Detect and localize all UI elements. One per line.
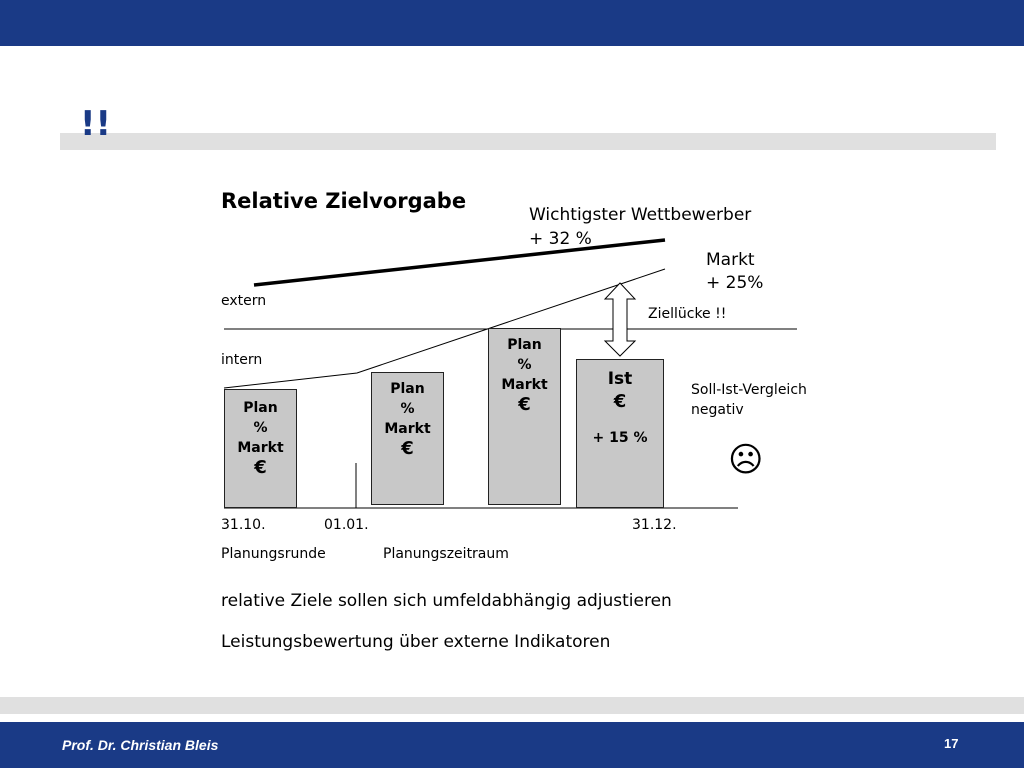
plan-box-line: Markt: [384, 421, 431, 437]
diagram-heading: Relative Zielvorgabe: [221, 189, 467, 213]
plan-box-line: Markt: [237, 440, 284, 456]
plan-box-year-start: [371, 372, 444, 505]
date-start: 31.10.: [221, 517, 266, 533]
actual-box-currency: €: [613, 391, 627, 412]
planning-period-label: Planungszeitraum: [383, 546, 509, 562]
plan-box-currency: €: [254, 457, 267, 478]
slide-title: !!: [80, 104, 112, 144]
extern-label: extern: [221, 293, 267, 309]
footer-author: Prof. Dr. Christian Bleis: [62, 737, 219, 753]
date-year-start: 01.01.: [324, 517, 369, 533]
plan-box-line: Markt: [501, 377, 548, 393]
sad-face-icon: ☹: [728, 440, 764, 480]
actual-box: [576, 359, 664, 508]
page-number: 17: [944, 736, 959, 751]
plan-box-planning-round: [224, 389, 297, 508]
plan-box-line: Plan: [507, 337, 542, 353]
actual-box-title: Ist: [607, 369, 633, 389]
intern-label: intern: [221, 352, 263, 368]
plan-box-currency: €: [401, 438, 414, 459]
market-growth: + 25%: [706, 273, 764, 293]
plan-box-adjusted: [488, 328, 561, 505]
date-year-end: 31.12.: [632, 517, 677, 533]
note-line-1: relative Ziele sollen sich umfeldabhängig adjustieren: [221, 591, 672, 611]
target-gap-arrow: [605, 283, 635, 356]
comparison-result: negativ: [691, 402, 744, 418]
note-line-2: Leistungsbewertung über externe Indikatoren: [221, 632, 611, 652]
comparison-label: Soll-Ist-Vergleich: [691, 382, 807, 398]
competitor-growth: + 32 %: [529, 229, 592, 249]
plan-box-line: %: [400, 401, 415, 417]
target-gap-label: Ziellücke !!: [648, 306, 727, 322]
competitor-label: Wichtigster Wettbewerber: [529, 205, 752, 225]
plan-box-line: Plan: [390, 381, 425, 397]
plan-box-line: %: [253, 420, 268, 436]
planning-round-label: Planungsrunde: [221, 546, 326, 562]
footer-band: [0, 697, 1024, 714]
competitor-trend-line: [254, 240, 665, 285]
market-label: Markt: [706, 250, 755, 270]
plan-box-currency: €: [518, 394, 531, 415]
actual-box-growth: + 15 %: [592, 430, 648, 446]
plan-box-line: Plan: [243, 400, 278, 416]
plan-box-line: %: [517, 357, 532, 373]
